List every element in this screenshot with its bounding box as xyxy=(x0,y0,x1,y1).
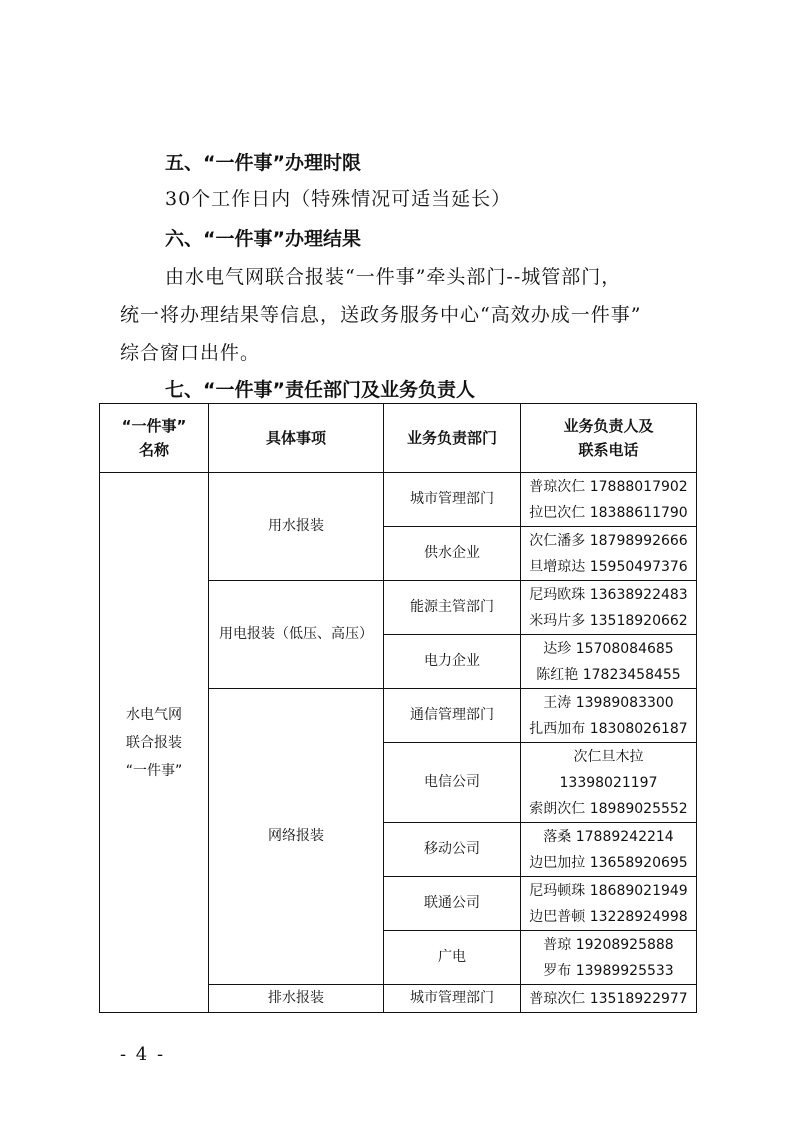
contact-entry: 13398021197 xyxy=(559,774,658,791)
contact-entry: 次仁旦木拉 xyxy=(573,748,644,765)
section-5-title: 五、“一件事”办理时限 xyxy=(165,152,361,174)
contact-cell xyxy=(521,823,697,877)
contact-entry: 王涛 13989083300 xyxy=(543,694,674,711)
contact-cell xyxy=(521,743,697,823)
header-contact-line1: 业务负责人及 xyxy=(563,417,654,435)
responsibility-table xyxy=(99,403,697,1013)
contact-entry: 尼玛顿珠 18689021949 xyxy=(529,882,688,899)
header-item: 具体事项 xyxy=(209,404,384,473)
contact-entry: 旦增琼达 15950497376 xyxy=(529,558,688,575)
header-event-name xyxy=(100,404,209,473)
section-6-title: 六、“一件事”办理结果 xyxy=(165,228,361,250)
contact-cell xyxy=(521,877,697,931)
contact-entry: 拉巴次仁 18388611790 xyxy=(529,504,688,521)
dept-cell: 电力企业 xyxy=(384,635,521,689)
section-6-line-1: 由水电气网联合报装“一件事”牵头部门--城管部门， xyxy=(165,266,622,288)
contact-entry: 普琼 19208925888 xyxy=(543,936,674,953)
event-name-cell xyxy=(100,473,209,1013)
header-event-name-line2: 名称 xyxy=(138,441,169,459)
header-contact xyxy=(521,404,697,473)
contact-entry: 扎西加布 18308026187 xyxy=(529,720,688,737)
section-6-line-3: 综合窗口出件。 xyxy=(120,342,261,364)
dept-cell: 城市管理部门 xyxy=(384,473,521,527)
section-5-body: 30个工作日内（特殊情况可适当延长） xyxy=(165,188,512,210)
contact-entry: 普琼次仁 17888017902 xyxy=(529,478,688,495)
item-network: 网络报装 xyxy=(209,689,384,985)
dept-cell: 电信公司 xyxy=(384,743,521,823)
contact-entry: 索朗次仁 18989025552 xyxy=(529,800,688,817)
contact-entry: 尼玛欧珠 13638922483 xyxy=(529,586,688,603)
header-contact-line2: 联系电话 xyxy=(578,441,639,459)
contact-cell xyxy=(521,635,697,689)
dept-cell: 供水企业 xyxy=(384,527,521,581)
event-name-line2: 联合报装 xyxy=(126,734,182,751)
contact-cell xyxy=(521,985,697,1013)
dept-cell: 联通公司 xyxy=(384,877,521,931)
contact-cell xyxy=(521,473,697,527)
contact-entry: 边巴加拉 13658920695 xyxy=(529,854,688,871)
header-dept: 业务负责部门 xyxy=(384,404,521,473)
contact-entry: 陈红艳 17823458455 xyxy=(536,666,681,683)
event-name-line3: “一件事” xyxy=(125,762,183,779)
contact-entry: 罗布 13989925533 xyxy=(543,962,674,979)
dept-cell: 移动公司 xyxy=(384,823,521,877)
section-6-line-2: 统一将办理结果等信息，送政务服务中心“高效办成一件事” xyxy=(120,304,642,326)
item-water: 用水报装 xyxy=(209,473,384,581)
header-event-name-line1: “一件事” xyxy=(121,417,187,435)
item-drain: 排水报装 xyxy=(209,985,384,1013)
dept-cell: 城市管理部门 xyxy=(384,985,521,1013)
contact-entry: 边巴普顿 13228924998 xyxy=(529,908,688,925)
contact-cell xyxy=(521,527,697,581)
contact-entry: 普琼次仁 13518922977 xyxy=(529,990,688,1007)
table-header-row xyxy=(100,404,697,473)
event-name-line1: 水电气网 xyxy=(126,706,182,723)
section-7-title: 七、“一件事”责任部门及业务负责人 xyxy=(165,379,475,401)
dept-cell: 通信管理部门 xyxy=(384,689,521,743)
dept-cell: 能源主管部门 xyxy=(384,581,521,635)
dept-cell: 广电 xyxy=(384,931,521,985)
contact-entry: 米玛片多 13518920662 xyxy=(529,612,688,629)
contact-entry: 落桑 17889242214 xyxy=(543,828,674,845)
contact-cell xyxy=(521,689,697,743)
contact-cell xyxy=(521,581,697,635)
contact-entry: 达珍 15708084685 xyxy=(543,640,674,657)
contact-cell xyxy=(521,931,697,985)
contact-entry: 次仁潘多 18798992666 xyxy=(529,532,688,549)
item-power: 用电报装（低压、高压） xyxy=(209,581,384,689)
page-number: - 4 - xyxy=(120,1044,166,1065)
table-row xyxy=(100,473,697,527)
